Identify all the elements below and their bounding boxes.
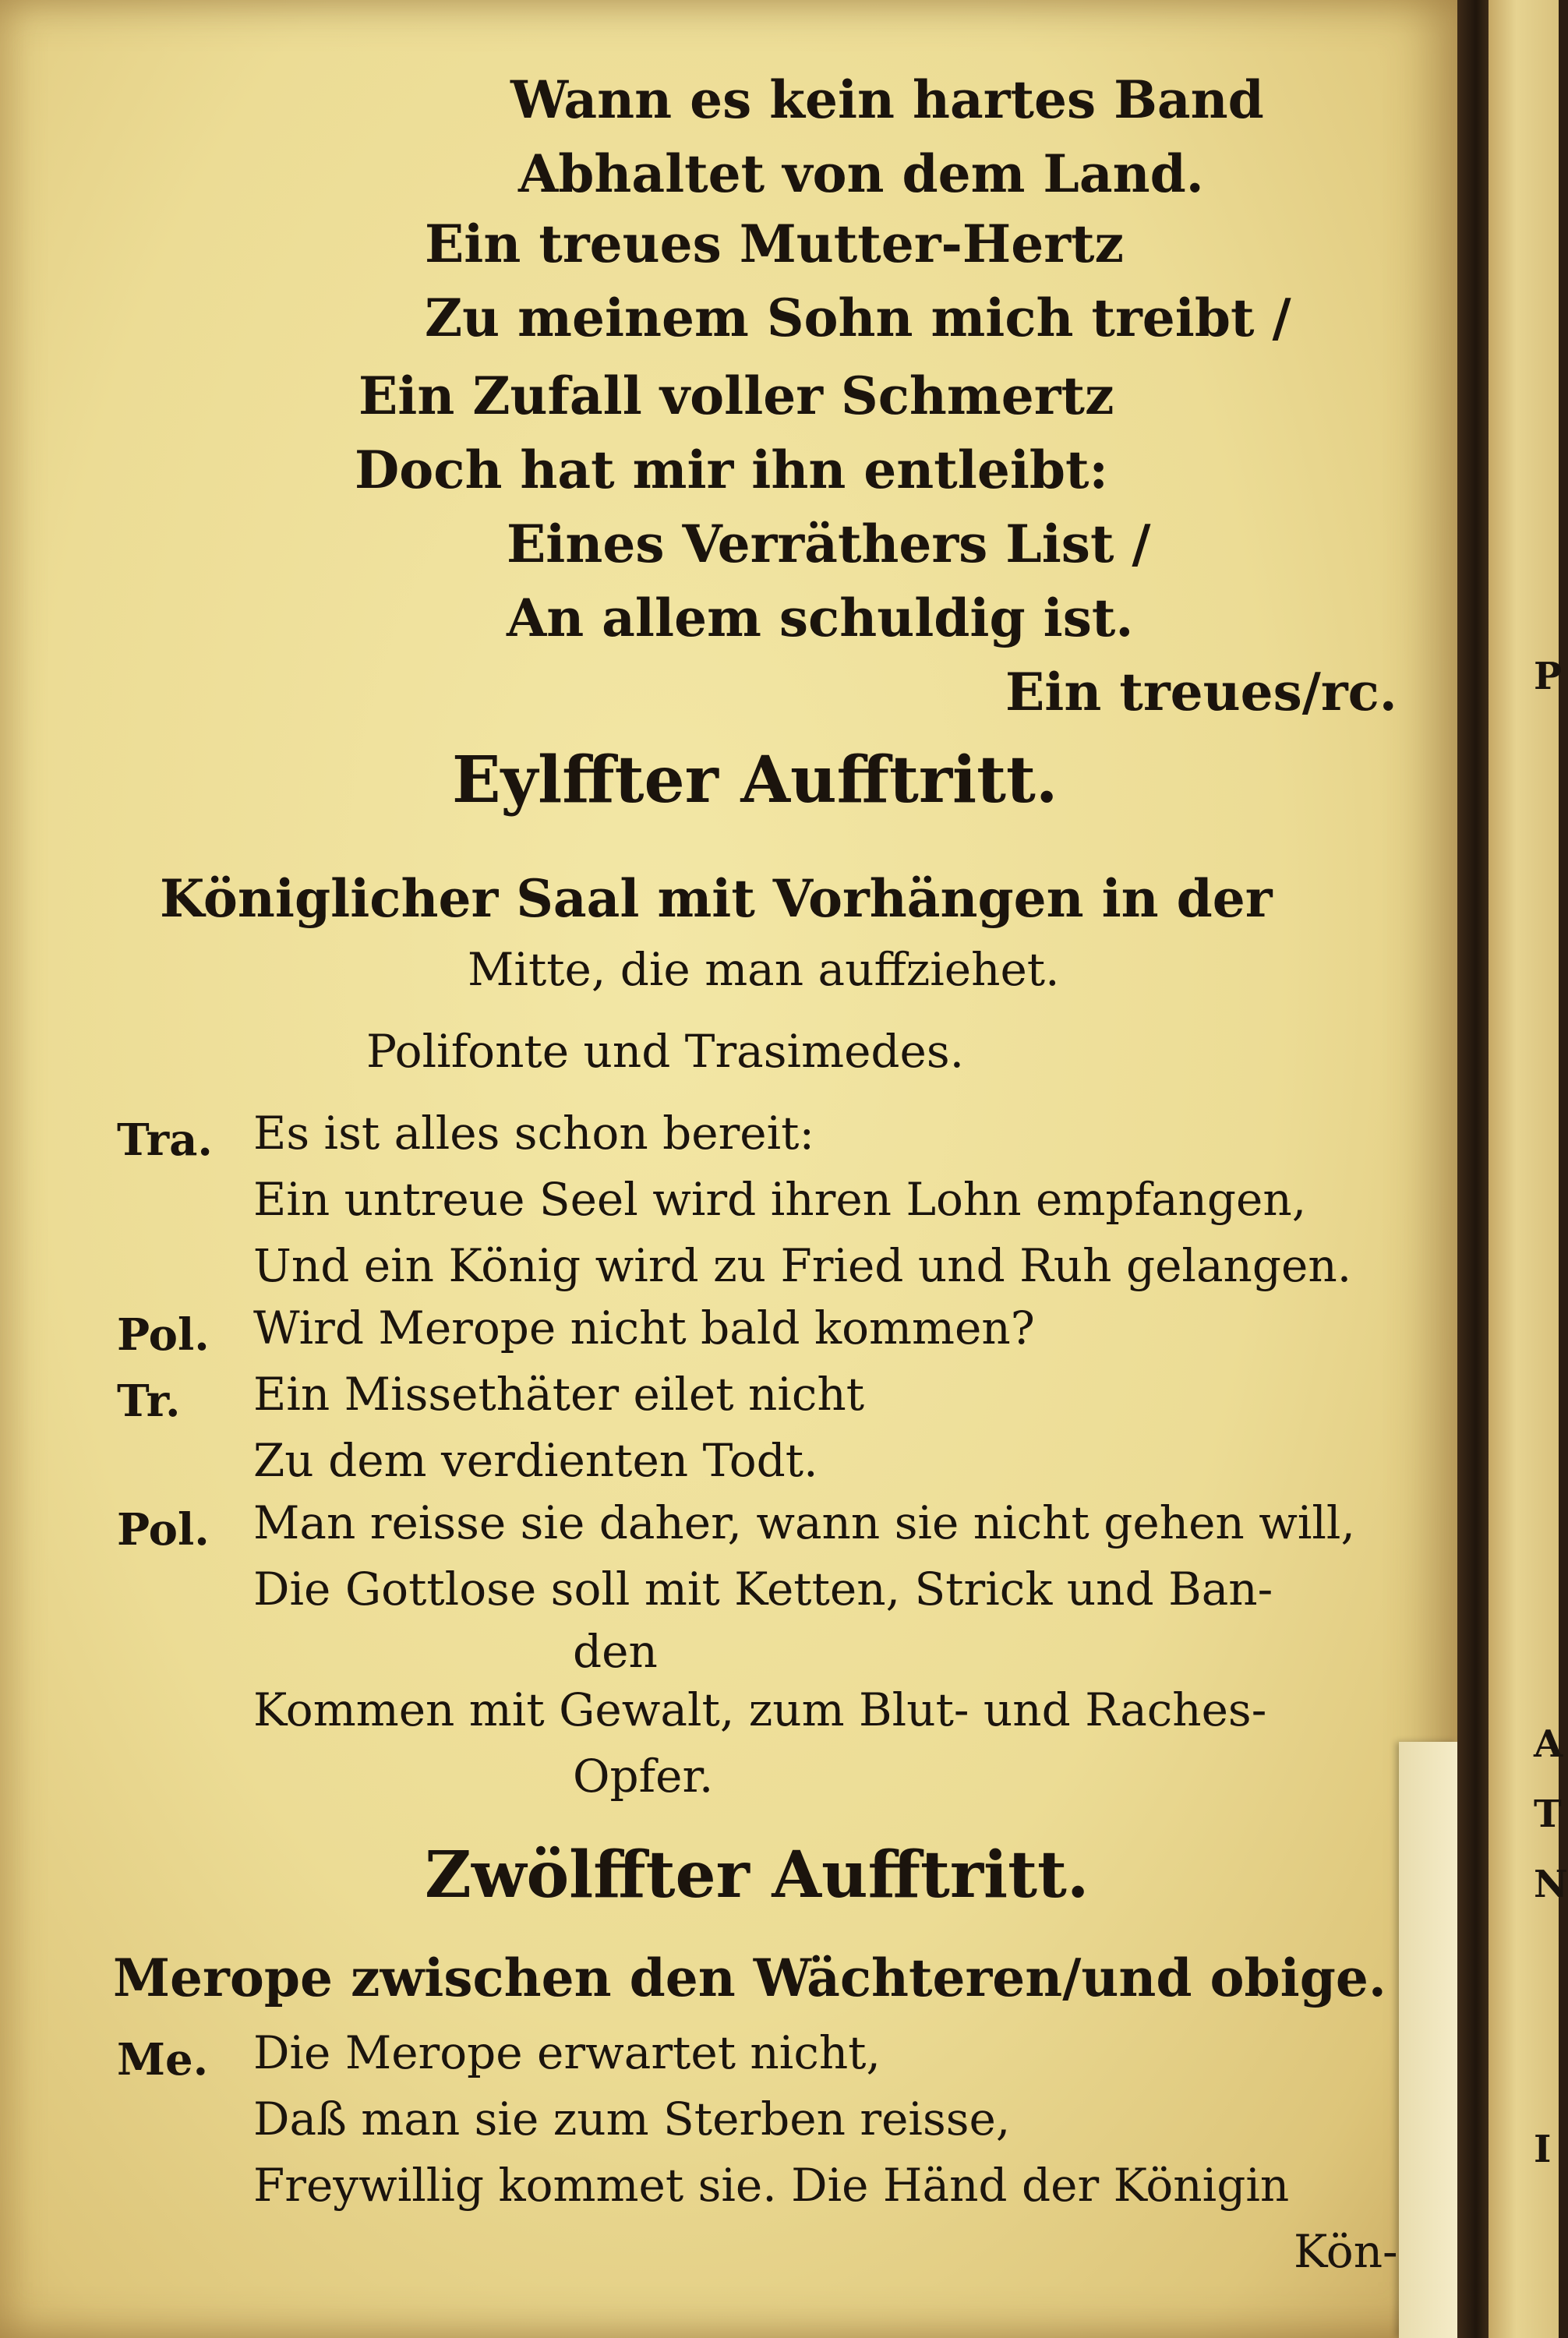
- scene-11-setting-line-2: Mitte, die man auffziehet.: [468, 943, 1060, 996]
- next-page-letter: N: [1534, 1863, 1568, 1906]
- dialogue-line: Ein Missethäter eilet nicht: [253, 1368, 865, 1421]
- dialogue-line: Freywillig kommet sie. Die Händ der Königin: [253, 2159, 1290, 2212]
- dialogue-line: Ein untreue Seel wird ihren Lohn empfangen,: [253, 1173, 1307, 1226]
- dialogue-line: Daß man sie zum Sterben reisse,: [253, 2093, 1011, 2146]
- dialogue-line: Opfer.: [573, 1750, 714, 1803]
- speaker-label: Pol.: [117, 1309, 210, 1361]
- verse-line-3: Ein treues Mutter-Hertz: [425, 214, 1124, 274]
- paper-tab: [1399, 1742, 1457, 2338]
- dialogue-line: den: [573, 1625, 658, 1678]
- verse-line-4: Zu meinem Sohn mich treibt /: [425, 288, 1291, 348]
- dialogue-line: Es ist alles schon bereit:: [253, 1107, 815, 1160]
- scene-11-setting-line-1: Königlicher Saal mit Vorhängen in der: [160, 868, 1273, 929]
- verse-refrain: Ein treues/rc.: [1005, 662, 1397, 722]
- book-gutter: [1457, 0, 1489, 2338]
- verse-line-5: Ein Zufall voller Schmertz: [358, 366, 1114, 426]
- dialogue-line: Zu dem verdienten Todt.: [253, 1434, 818, 1487]
- speaker-label: Tra.: [117, 1114, 213, 1166]
- speaker-label: Pol.: [117, 1504, 210, 1556]
- next-page-edge: [1489, 0, 1568, 2338]
- next-page-letter: T: [1534, 1792, 1562, 1836]
- verse-line-8: An allem schuldig ist.: [507, 588, 1134, 648]
- speaker-label: Me.: [117, 2034, 209, 2085]
- scene-12-heading: Zwölffter Aufftritt.: [425, 1838, 1089, 1912]
- dialogue-line: Die Merope erwartet nicht,: [253, 2026, 881, 2079]
- scene-11-heading: Eylffter Aufftritt.: [452, 743, 1058, 818]
- verse-line-7: Eines Verräthers List /: [507, 514, 1151, 574]
- dialogue-line: Kommen mit Gewalt, zum Blut- und Raches-: [253, 1683, 1267, 1736]
- scene-12-characters: Merope zwischen den Wächteren/und obige.: [113, 1948, 1386, 2008]
- next-page-letter: P: [1534, 655, 1563, 698]
- catchword: Kön-: [1294, 2225, 1398, 2278]
- scene-11-characters: Polifonte und Trasimedes.: [366, 1025, 965, 1078]
- next-page-letter: A: [1534, 1722, 1563, 1766]
- next-page-letter: I: [1534, 2128, 1552, 2171]
- speaker-label: Tr.: [117, 1376, 181, 1427]
- verse-line-1: Wann es kein hartes Band: [510, 69, 1264, 130]
- dialogue-line: Man reisse sie daher, wann sie nicht gehen will,: [253, 1496, 1355, 1549]
- dialogue-line: Wird Merope nicht bald kommen?: [253, 1301, 1035, 1354]
- verse-line-6: Doch hat mir ihn entleibt:: [355, 440, 1108, 500]
- verse-line-2: Abhaltet von dem Land.: [518, 143, 1204, 204]
- dialogue-line: Und ein König wird zu Fried und Ruh gelangen.: [253, 1239, 1352, 1292]
- dialogue-line: Die Gottlose soll mit Ketten, Strick und Ban-: [253, 1563, 1273, 1616]
